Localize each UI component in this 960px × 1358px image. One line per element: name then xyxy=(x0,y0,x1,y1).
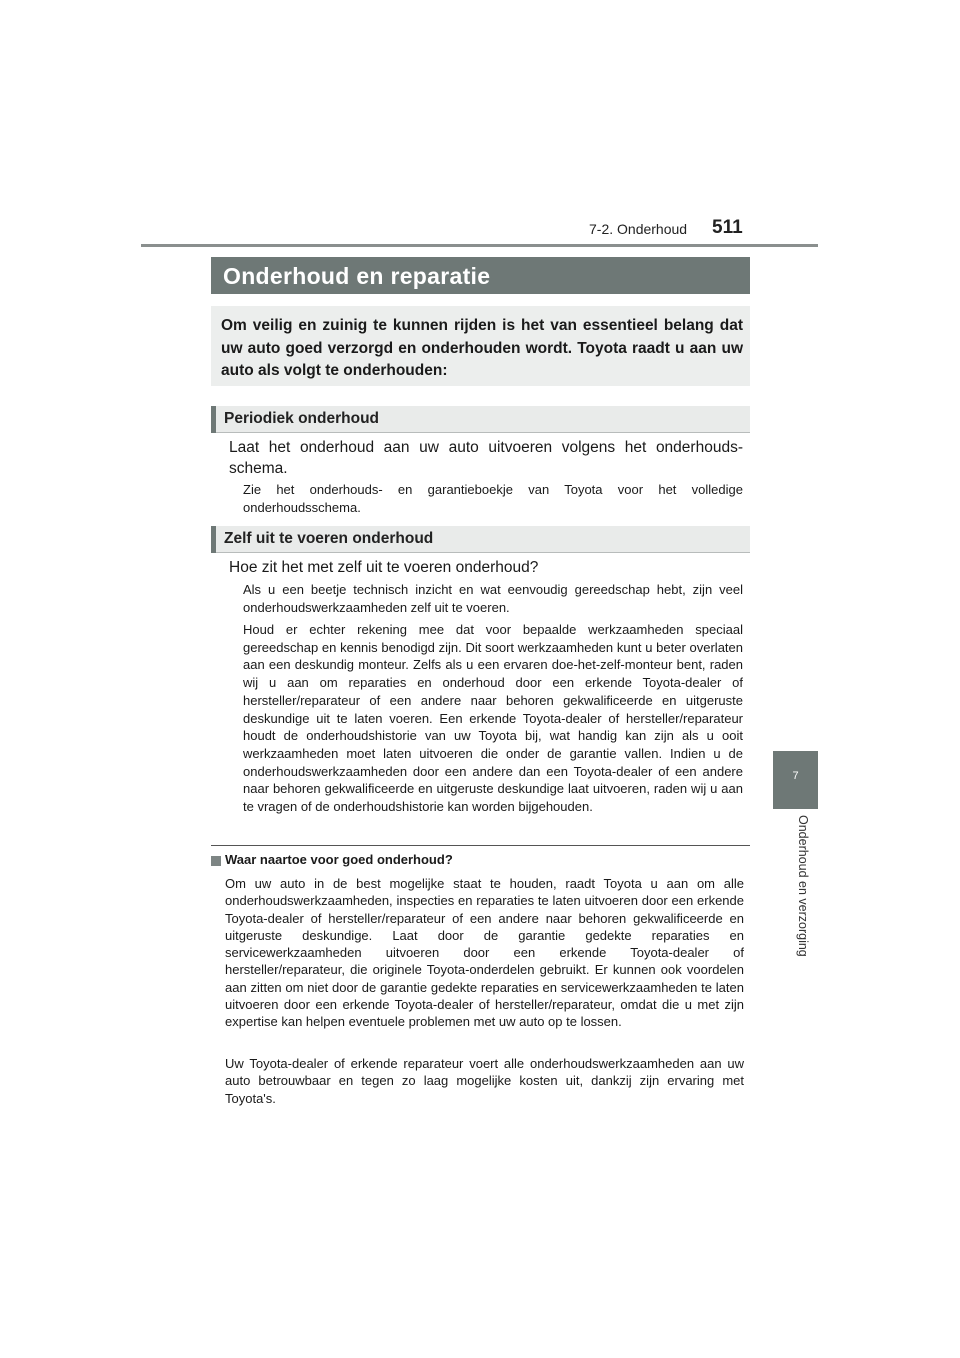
page-title-bar xyxy=(211,257,750,294)
section2-para1: Als u een beetje technisch inzicht en wat eenvoudig gereedschap hebt, zijn veel onderhoudswerkzaamheden zelf uit te voeren. xyxy=(243,582,743,615)
section2-lead: Hoe zit het met zelf uit te voeren onderhoud? xyxy=(229,559,539,576)
section-heading-text: Periodiek onderhoud xyxy=(224,410,380,427)
faq-para2: Uw Toyota-dealer of erkende reparateur voert alle onderhoudswerkzaamheden aan uw auto betrouwbaar en tegen zo laag mogelijke kosten uit, dankzij zijn ervaring met Toyota's. xyxy=(225,1056,744,1106)
square-bullet-icon xyxy=(211,856,221,866)
chapter-label: Onderhoud en verzorging xyxy=(796,815,810,957)
section2-para2: Houd er echter rekening mee dat voor bepaalde werkzaamheden speciaal gereedschap en kennis benodigd zijn. Dit soort werkzaamheden kunt u beter overlaten aan een deskundig monteur. Zelfs als u een ervaren doe-het-zelf-monteur bent, raden wij u aan om reparaties en onderhoud door een erkende Toyota-dealer of hersteller/reparateur of een andere naar behoren gekwalificeerde en uitgeruste deskundige uit te laten voeren. Een erkende Toyota-dealer of hersteller/reparateur houdt de onderhoudshistorie van uw Toyota bij, wat handig kan zijn als u ooit werkzaamheden moet laten uitvoeren die onder de garantie vallen. Indien u de onderhoudswerkzaamheden door een andere dan een Toyota-dealer of een andere naar behoren gekwalificeerde en uitgeruste deskundige laat uitvoeren, raden wij u aan te vragen of de onderhoudshistorie kan worden bijgehouden. xyxy=(243,622,743,815)
section1-note: Zie het onderhouds- en garantieboekje van Toyota voor het volledige onderhoudsschema. xyxy=(243,482,743,515)
intro-text: Om veilig en zuinig te kunnen rijden is het van essentieel belang dat uw auto goed verzorgd en onderhouden wordt. Toyota raadt u aan uw auto als volgt te onderhouden: xyxy=(221,317,743,379)
intro-box xyxy=(211,306,750,386)
section1-lead: Laat het onderhoud aan uw auto uitvoeren volgens het onderhoudsschema. xyxy=(229,439,743,477)
section-heading-text: Zelf uit te voeren onderhoud xyxy=(224,530,434,547)
section-marker xyxy=(211,406,216,433)
section-marker xyxy=(211,526,216,553)
page-number: 511 xyxy=(712,217,743,238)
header-divider xyxy=(141,244,818,247)
faq-para1: Om uw auto in de best mogelijke staat te houden, raadt Toyota u aan om alle onderhoudswerkzaamheden, inspecties en reparaties te laten uitvoeren door een erkende Toyota-dealer of hersteller/reparateur of een andere naar behoren gekwalificeerde en uitgeruste deskundige. Laat door de garantie gedekte reparaties en servicewerkzaamheden uitvoeren door een erkende Toyota-dealer of hersteller/reparateur, die originele Toyota-onderdelen gebruikt. Er kunnen ook voordelen aan zitten om niet door de garantie gedekte reparaties en servicewerkzaamheden te laten uitvoeren door een erkende Toyota-dealer of hersteller/reparateur, omdat die u met zijn expertise kan helpen eventuele problemen met uw auto op te lossen. xyxy=(225,876,744,1030)
section-heading-diy xyxy=(211,526,750,553)
faq-title: Waar naartoe voor goed onderhoud? xyxy=(225,852,453,867)
header-section-title: 7-2. Onderhoud xyxy=(589,221,688,237)
section-divider xyxy=(211,845,750,846)
page-title: Onderhoud en reparatie xyxy=(223,263,491,289)
section-heading-periodic xyxy=(211,406,750,433)
chapter-number: 7 xyxy=(792,770,799,782)
